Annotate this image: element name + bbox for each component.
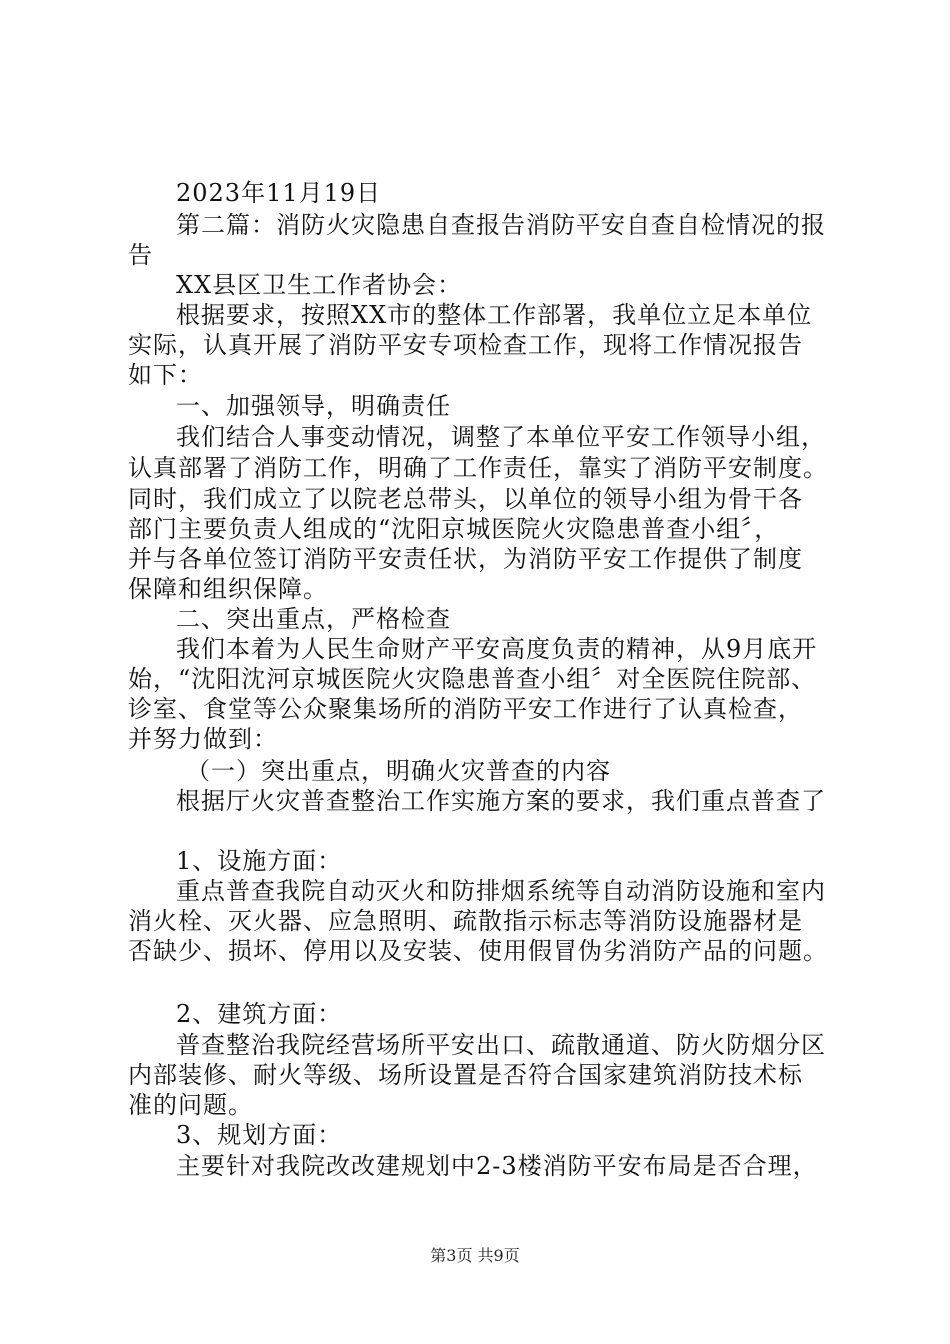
item-heading-3: 3、规划方面： <box>176 1121 343 1149</box>
date-line: 2023年11月19日 <box>176 179 382 207</box>
paragraph-line: 实际，认真开展了消防平安专项检查工作，现将工作情况报告 <box>128 331 803 359</box>
paragraph-line: 并与各单位签订消防平安责任状，为消防平安工作提供了制度 <box>128 545 803 573</box>
paragraph-line: 重点普查我院自动灭火和防排烟系统等自动消防设施和室内 <box>176 877 826 905</box>
item-heading-2: 2、建筑方面： <box>176 1000 343 1028</box>
salutation: XX县区卫生工作者协会： <box>176 271 463 299</box>
paragraph-line: 我们本着为人民生命财产平安高度负责的精神，从9月底开 <box>176 635 818 663</box>
paragraph-line: 否缺少、损坏、停用以及安装、使用假冒伪劣消防产品的问题。 <box>128 937 828 965</box>
paragraph-line: 内部装修、耐火等级、场所设置是否符合国家建筑消防技术标 <box>128 1061 803 1089</box>
item-heading-1: 1、设施方面： <box>176 847 343 875</box>
paragraph-line: 普查整治我院经营场所平安出口、疏散通道、防火防烟分区 <box>176 1031 826 1059</box>
paragraph-line: 并努力做到： <box>128 725 278 753</box>
paragraph-line: 诊室、食堂等公众聚集场所的消防平安工作进行了认真检查， <box>128 695 803 723</box>
chapter-title-line-1: 第二篇：消防火灾隐患自查报告消防平安自查自检情况的报 <box>176 211 826 239</box>
paragraph-line: 保障和组织保障。 <box>128 575 328 603</box>
page-number-footer: 第3页 共9页 <box>430 1246 520 1265</box>
subsection-heading: （一）突出重点，明确火灾普查的内容 <box>186 757 611 785</box>
paragraph-line: 部门主要负责人组成的“沈阳京城医院火灾隐患普查小组〞， <box>128 515 780 543</box>
paragraph-line: 根据厅火灾普查整治工作实施方案的要求，我们重点普查了 <box>176 787 826 815</box>
paragraph-line: 认真部署了消防工作，明确了工作责任，靠实了消防平安制度。 <box>128 454 828 482</box>
chapter-title-line-2: 告 <box>128 241 153 269</box>
paragraph-line: 根据要求，按照XX市的整体工作部署，我单位立足本单位 <box>176 301 813 329</box>
paragraph-line: 主要针对我院改改建规划中2-3楼消防平安布局是否合理， <box>176 1152 818 1180</box>
paragraph-line: 如下： <box>128 361 203 389</box>
section-heading-2: 二、突出重点，严格检查 <box>176 605 451 633</box>
paragraph-line: 始，“沈阳沈河京城医院火灾隐患普查小组〞对全医院住院部、 <box>128 665 817 693</box>
paragraph-line: 我们结合人事变动情况，调整了本单位平安工作领导小组， <box>176 423 826 451</box>
paragraph-line: 消火栓、灭火器、应急照明、疏散指示标志等消防设施器材是 <box>128 907 803 935</box>
paragraph-line: 准的问题。 <box>128 1091 253 1119</box>
paragraph-line: 同时，我们成立了以院老总带头，以单位的领导小组为骨干各 <box>128 485 803 513</box>
section-heading-1: 一、加强领导，明确责任 <box>176 392 451 420</box>
